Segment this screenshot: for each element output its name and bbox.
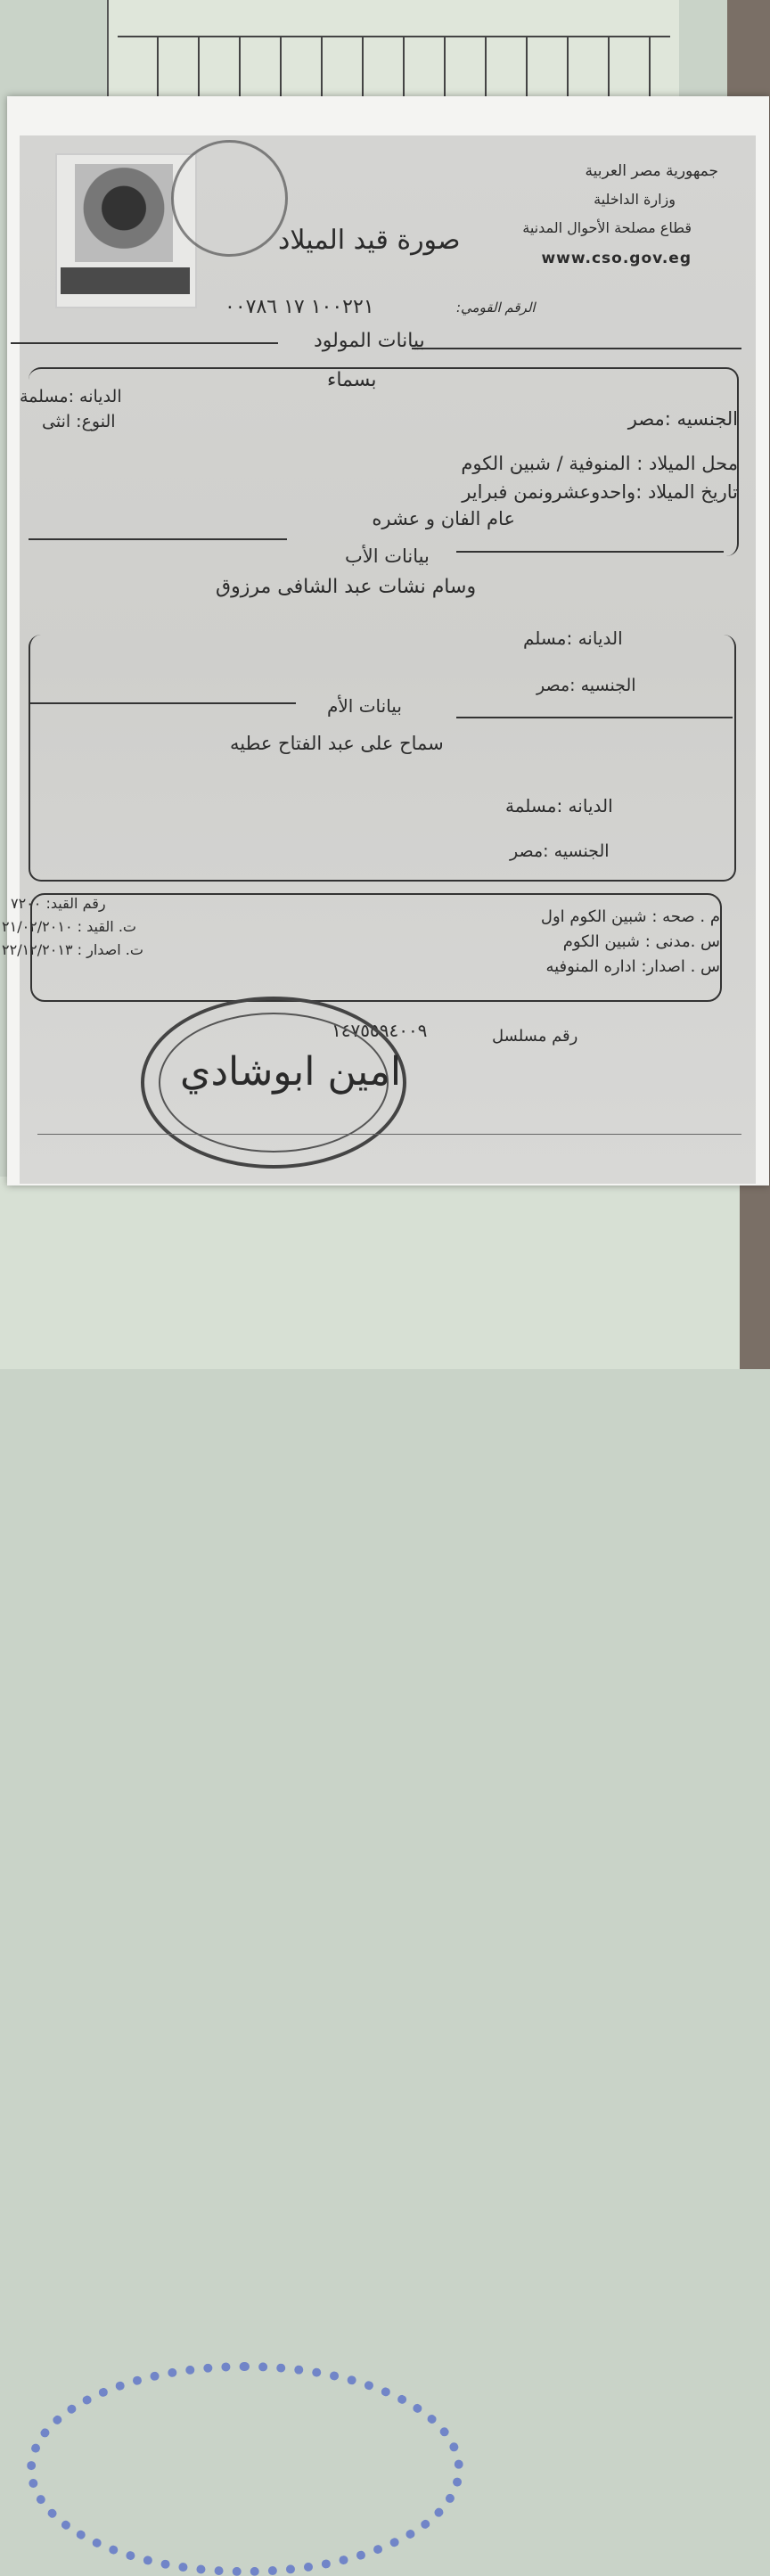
birth-date-line2: عام الفان و عشره — [372, 508, 515, 529]
photo-strip — [61, 267, 190, 294]
lower-card — [0, 1177, 740, 1369]
serial-number: ١٤٧٥٥٩٤٠٠٩ — [332, 1020, 428, 1041]
country-name: جمهورية مصر العربية — [585, 162, 718, 180]
office-health: م . صحه : شبين الكوم اول — [540, 907, 720, 926]
divider — [11, 342, 278, 344]
father-section-title: بيانات الأب — [345, 546, 430, 567]
document-title: صورة قيد الميلاد — [278, 225, 461, 256]
mother-nationality: الجنسيه :مصر — [510, 841, 610, 861]
official-seal — [141, 997, 406, 1169]
blue-stamp — [27, 2362, 463, 2576]
mother-section-title: بيانات الأم — [327, 695, 402, 717]
newborn-gender: النوع: انثى — [42, 412, 116, 431]
mother-name: سماح على عبد الفتاح عطيه — [230, 733, 444, 754]
divider — [456, 551, 724, 553]
office-issue: س . اصدار: اداره المنوفيه — [545, 957, 720, 976]
father-religion: الديانه :مسلم — [523, 628, 623, 649]
parents-box — [29, 635, 736, 882]
seal-signature: امين ابوشادي — [180, 1049, 402, 1095]
mother-religion: الديانه :مسلمة — [505, 795, 613, 816]
national-id-label: الرقم القومي: — [456, 299, 536, 316]
certificate-print — [2, 135, 756, 1184]
ministry-name: وزارة الداخلية — [594, 191, 676, 208]
entry-date: ت. القيد : ٢١/٠٢/٢٠١٠ — [2, 918, 136, 935]
photo-image — [75, 164, 173, 262]
birth-date-line1: تاريخ الميلاد :واحدوعشرونمن فبراير — [462, 481, 738, 503]
birth-place: محل الميلاد : المنوفية / شبين الكوم — [461, 453, 738, 474]
footer-line — [37, 1134, 741, 1135]
newborn-religion: الديانه :مسلمة — [20, 387, 122, 406]
sector-name: قطاع مصلحة الأحوال المدنية — [522, 219, 692, 236]
birth-certificate — [2, 96, 769, 1185]
entry-number: رقم القيد: ٧٢٠٠ — [11, 895, 106, 912]
father-name: وسام نشات عبد الشافى مرزوق — [216, 576, 477, 598]
serial-label: رقم مسلسل — [492, 1027, 578, 1046]
issue-date: ت. اصدار : ٢٢/١٢/٢٠١٣ — [2, 941, 143, 958]
office-civil: س .مدنى : شبين الكوم — [562, 932, 720, 951]
father-nationality: الجنسيه :مصر — [537, 676, 636, 695]
divider — [412, 348, 741, 349]
newborn-name: بسماء — [327, 369, 377, 391]
national-id-value: ١٠٠٢٢١ ١٧ ٠٠٧٨٦ — [225, 296, 374, 318]
newborn-section-title: بيانات المولود — [314, 330, 425, 352]
newborn-nationality: الجنسيه :مصر — [627, 408, 738, 430]
website: www.cso.gov.eg — [541, 250, 692, 267]
divider — [29, 538, 287, 540]
round-stamp — [171, 140, 288, 257]
